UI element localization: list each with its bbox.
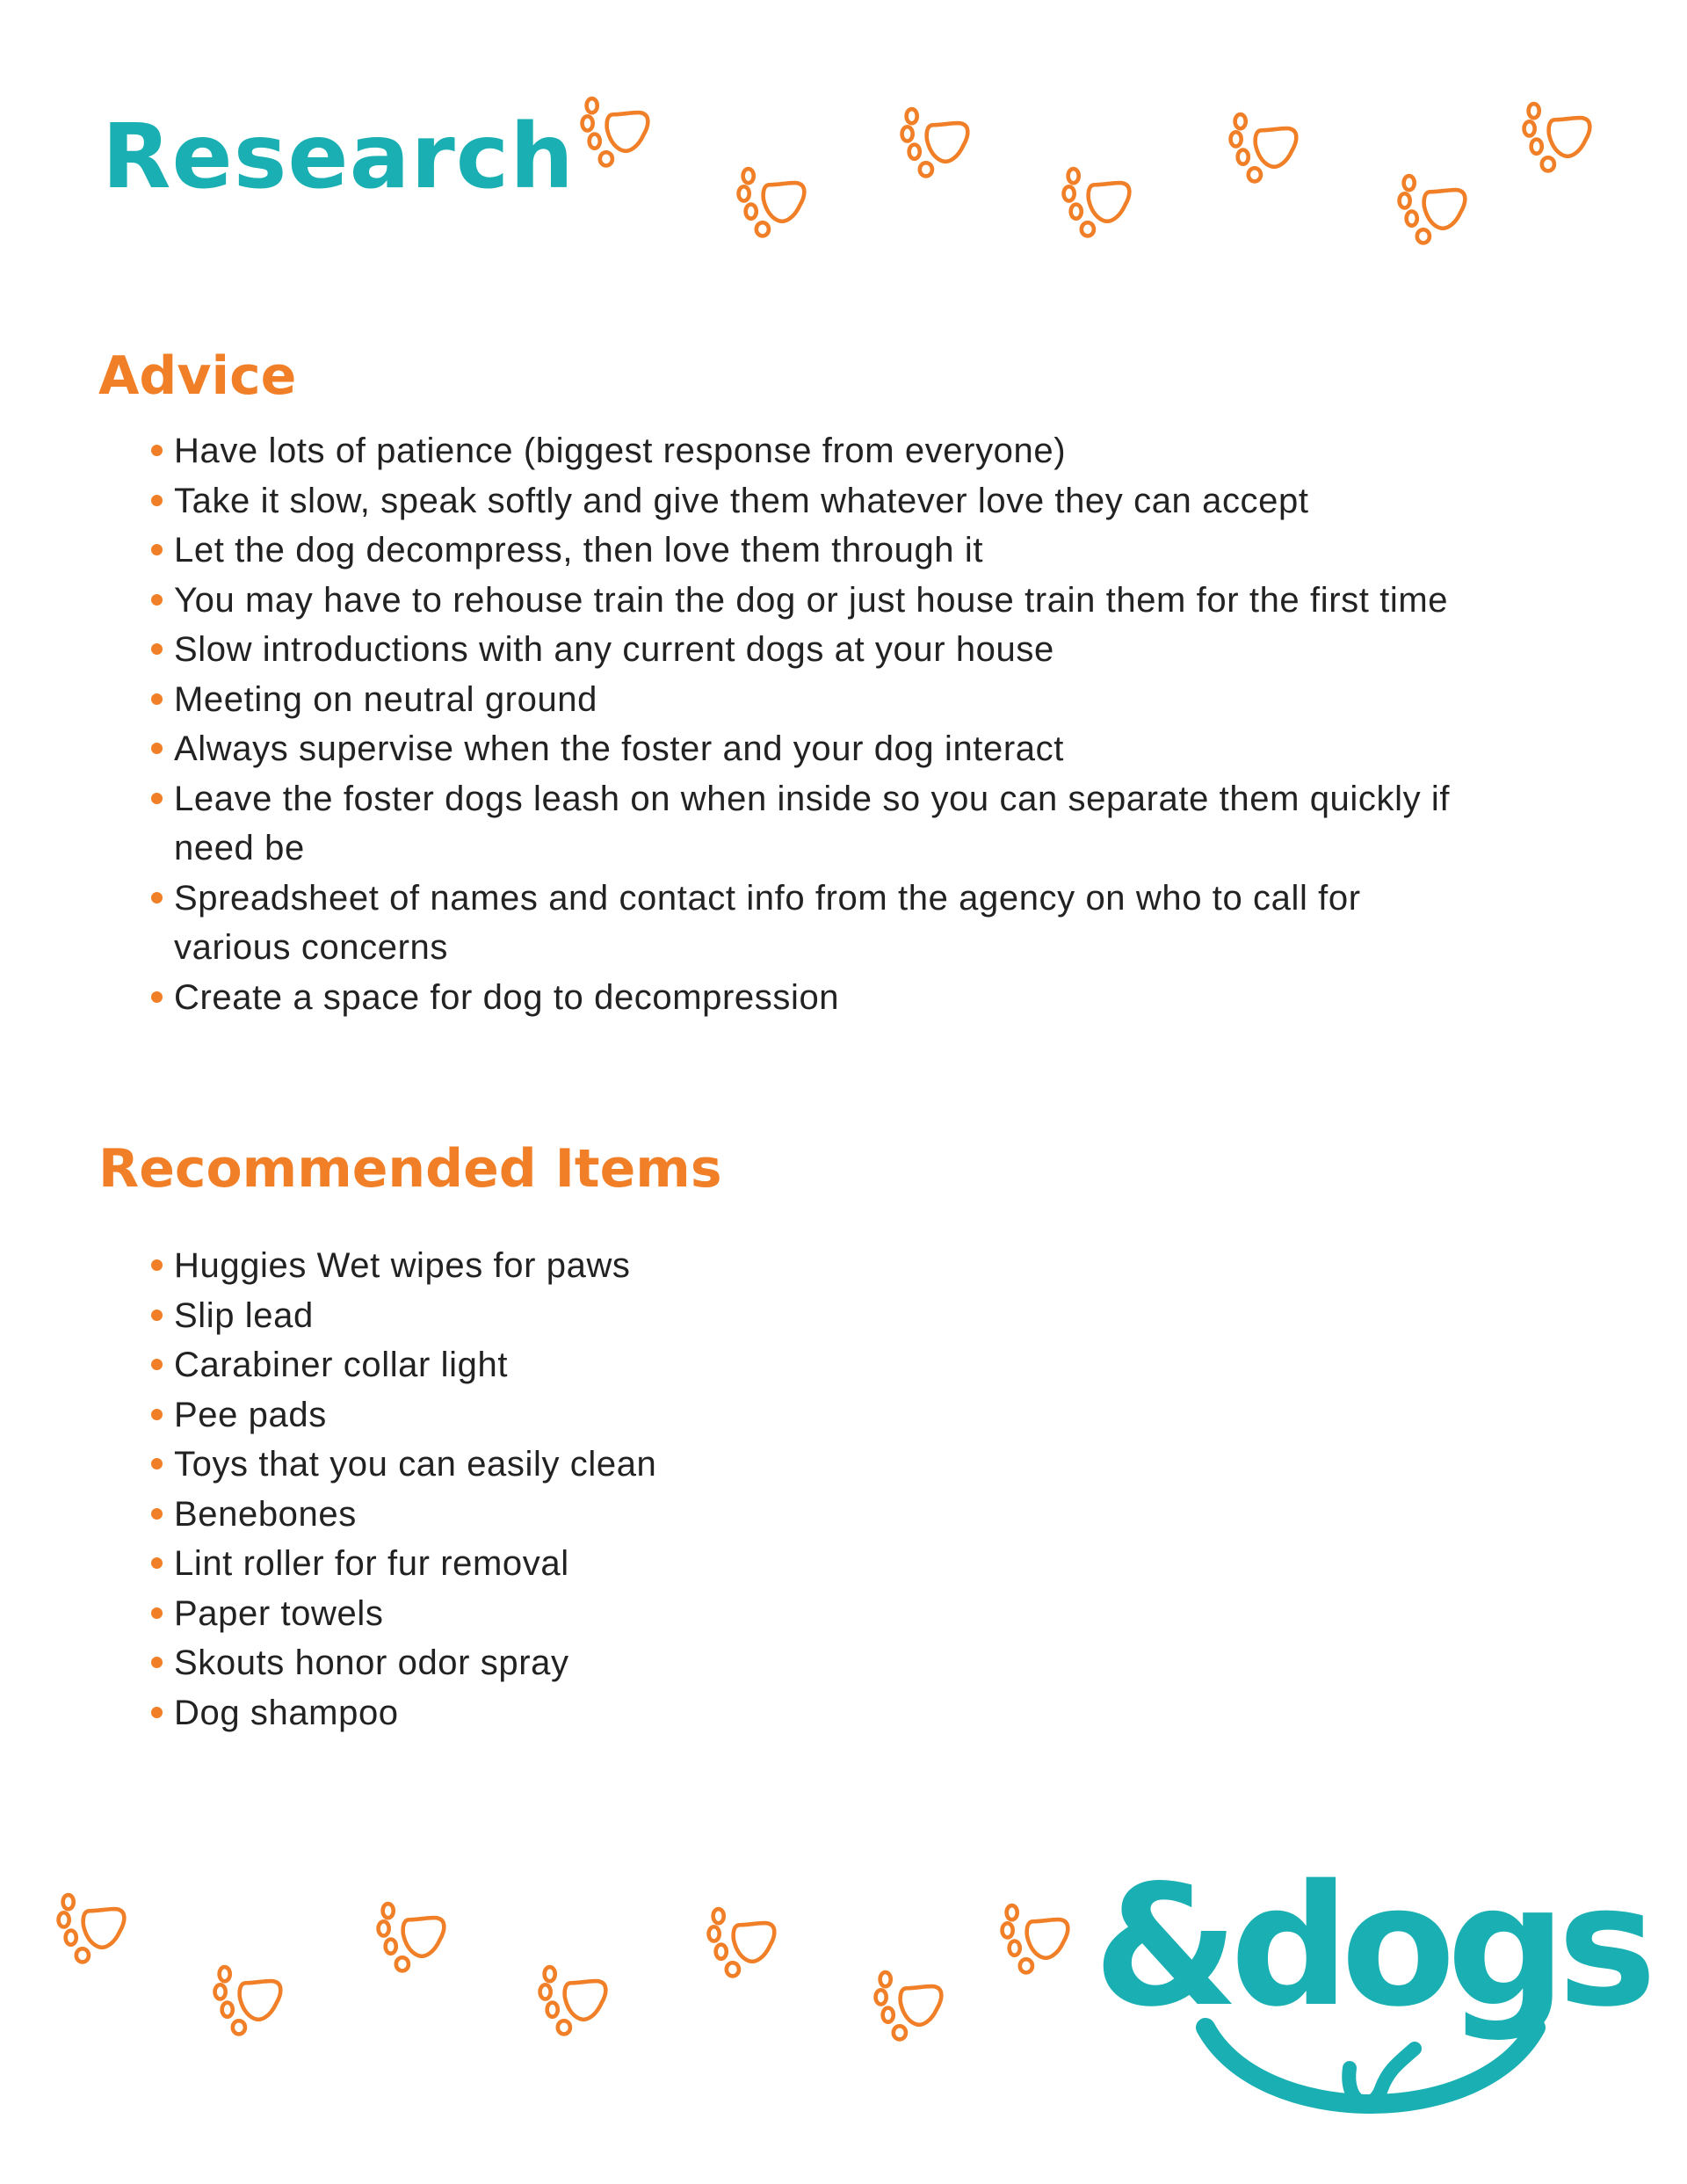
bullet-icon — [151, 1310, 163, 1321]
paw-print-icon — [1397, 172, 1469, 248]
list-item — [151, 476, 1452, 526]
list-item-text: Lint roller for fur removal — [174, 1544, 569, 1583]
list-item-text: Take it slow, speak softly and give them whatever love they can accept — [174, 481, 1309, 520]
paw-print-icon — [213, 1963, 285, 2039]
page-title: Research — [102, 105, 575, 209]
list-item-text: Have lots of patience (biggest response from everyone) — [174, 432, 1067, 470]
bullet-icon — [151, 495, 163, 506]
bullet-icon — [151, 544, 163, 555]
list-item — [151, 625, 1452, 675]
recommended-items-heading: Recommended Items — [98, 1138, 722, 1200]
bullet-icon — [151, 1359, 163, 1370]
list-item — [151, 1638, 1452, 1688]
list-item-text: Toys that you can easily clean — [174, 1445, 657, 1484]
bullet-icon — [151, 1607, 163, 1619]
paw-print-icon — [538, 1963, 610, 2039]
paw-print-icon — [56, 1891, 128, 1967]
brand-logo — [1093, 1849, 1648, 2114]
list-item-text: Slip lead — [174, 1295, 314, 1335]
list-item — [151, 774, 1452, 874]
advice-list — [151, 426, 1452, 1022]
bullet-icon — [151, 743, 163, 754]
list-item — [151, 675, 1452, 725]
list-item — [151, 724, 1452, 774]
bullet-icon — [151, 594, 163, 606]
paw-print-icon — [900, 105, 972, 181]
list-item-text: Always supervise when the foster and your dog interact — [174, 729, 1064, 768]
bullet-icon — [151, 1259, 163, 1271]
recommended-items-list — [151, 1241, 1452, 1738]
list-item-text: You may have to rehouse train the dog or just house train them for the first time — [174, 580, 1449, 620]
list-item — [151, 1589, 1452, 1639]
list-item — [151, 1539, 1452, 1589]
paw-print-icon — [1522, 100, 1594, 176]
list-item-text: Dog shampoo — [174, 1693, 399, 1732]
bullet-icon — [151, 1657, 163, 1668]
bullet-icon — [151, 693, 163, 705]
list-item-text: Carabiner collar light — [174, 1346, 509, 1384]
paw-print-icon — [1000, 1902, 1072, 1977]
bullet-icon — [151, 991, 163, 1003]
bullet-icon — [151, 1508, 163, 1520]
list-item-text: Meeting on neutral ground — [174, 679, 597, 719]
list-item — [151, 1688, 1452, 1738]
bullet-icon — [151, 1458, 163, 1469]
paw-print-icon — [376, 1900, 448, 1976]
bullet-icon — [151, 445, 163, 456]
advice-heading: Advice — [98, 345, 297, 407]
list-item-text: Leave the foster dogs leash on when inside so you can separate them quickly if need be — [174, 779, 1451, 867]
list-item — [151, 1490, 1452, 1540]
list-item — [151, 1291, 1452, 1341]
list-item-text: Spreadsheet of names and contact info from the agency on who to call for various concerns — [174, 878, 1361, 967]
list-item — [151, 576, 1452, 626]
list-item-text: Skouts honor odor spray — [174, 1643, 569, 1682]
list-item-text: Huggies Wet wipes for paws — [174, 1246, 631, 1285]
bullet-icon — [151, 1409, 163, 1420]
paw-print-icon — [580, 95, 652, 171]
bullet-icon — [151, 643, 163, 655]
list-item-text: Benebones — [174, 1494, 357, 1534]
list-item — [151, 526, 1452, 576]
list-item — [151, 1440, 1452, 1490]
list-item-text: Let the dog decompress, then love them through it — [174, 531, 984, 570]
list-item — [151, 1241, 1452, 1291]
paw-print-icon — [873, 1969, 945, 2044]
bullet-icon — [151, 1557, 163, 1569]
paw-print-icon — [736, 165, 808, 241]
paw-print-icon — [706, 1905, 778, 1981]
paw-print-icon — [1061, 165, 1133, 241]
paw-print-icon — [1228, 111, 1300, 186]
list-item — [151, 874, 1452, 973]
list-item-text: Pee pads — [174, 1395, 327, 1434]
bullet-icon — [151, 892, 163, 903]
list-item-text: Create a space for dog to decompression — [174, 977, 840, 1017]
bullet-icon — [151, 793, 163, 804]
list-item-text: Slow introductions with any current dogs at your house — [174, 630, 1054, 669]
list-item — [151, 1390, 1452, 1440]
list-item — [151, 1340, 1452, 1390]
bullet-icon — [151, 1707, 163, 1718]
list-item — [151, 426, 1452, 476]
logo-text: &dogs — [1093, 1849, 1648, 2043]
list-item-text: Paper towels — [174, 1593, 384, 1633]
list-item — [151, 973, 1452, 1023]
